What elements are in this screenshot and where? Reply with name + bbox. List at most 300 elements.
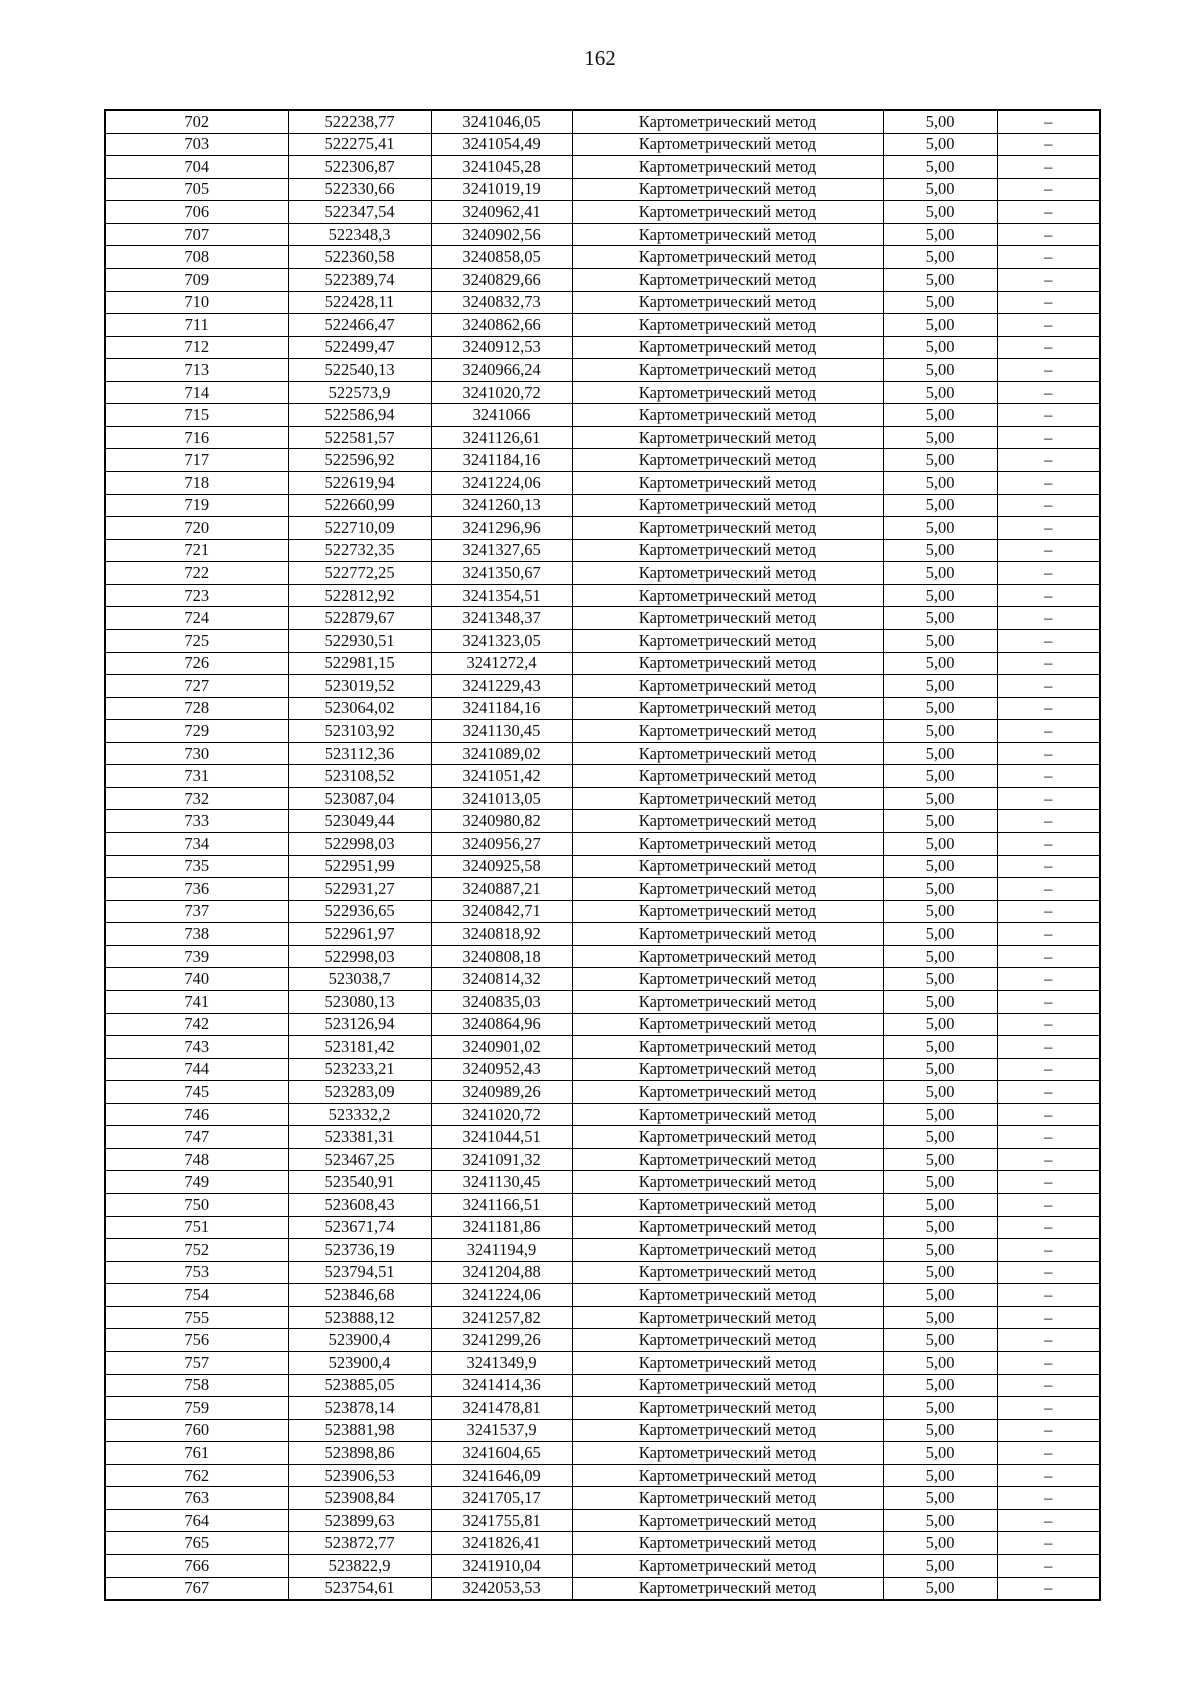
y-coordinate-cell: 3241224,06: [431, 472, 572, 495]
point-number-cell: 748: [105, 1148, 288, 1171]
table-row: [105, 201, 1100, 224]
x-coordinate-cell: 522238,77: [288, 110, 431, 133]
accuracy-cell: 5,00: [883, 1442, 997, 1465]
x-coordinate-cell: 522360,58: [288, 246, 431, 269]
method-cell: Картометрический метод: [572, 1261, 883, 1284]
accuracy-cell: 5,00: [883, 1284, 997, 1307]
table-row: [105, 1397, 1100, 1420]
accuracy-cell: 5,00: [883, 1126, 997, 1149]
method-cell: Картометрический метод: [572, 1487, 883, 1510]
point-number-cell: 725: [105, 629, 288, 652]
x-coordinate-cell: 523794,51: [288, 1261, 431, 1284]
table-row: [105, 110, 1100, 133]
method-cell: Картометрический метод: [572, 314, 883, 337]
y-coordinate-cell: 3241130,45: [431, 1171, 572, 1194]
x-coordinate-cell: 522275,41: [288, 133, 431, 156]
description-cell: –: [997, 607, 1100, 630]
x-coordinate-cell: 523332,2: [288, 1103, 431, 1126]
method-cell: Картометрический метод: [572, 765, 883, 788]
x-coordinate-cell: 522330,66: [288, 178, 431, 201]
y-coordinate-cell: 3241299,26: [431, 1329, 572, 1352]
method-cell: Картометрический метод: [572, 878, 883, 901]
y-coordinate-cell: 3240962,41: [431, 201, 572, 224]
table-row: [105, 1306, 1100, 1329]
accuracy-cell: 5,00: [883, 359, 997, 382]
point-number-cell: 746: [105, 1103, 288, 1126]
x-coordinate-cell: 523898,86: [288, 1442, 431, 1465]
method-cell: Картометрический метод: [572, 990, 883, 1013]
table-row: [105, 810, 1100, 833]
coordinates-table: [104, 109, 1101, 1601]
y-coordinate-cell: 3241826,41: [431, 1532, 572, 1555]
method-cell: Картометрический метод: [572, 1216, 883, 1239]
description-cell: –: [997, 900, 1100, 923]
y-coordinate-cell: 3241537,9: [431, 1419, 572, 1442]
accuracy-cell: 5,00: [883, 923, 997, 946]
description-cell: –: [997, 494, 1100, 517]
description-cell: –: [997, 449, 1100, 472]
method-cell: Картометрический метод: [572, 1306, 883, 1329]
y-coordinate-cell: 3241044,51: [431, 1126, 572, 1149]
description-cell: –: [997, 742, 1100, 765]
point-number-cell: 761: [105, 1442, 288, 1465]
point-number-cell: 760: [105, 1419, 288, 1442]
accuracy-cell: 5,00: [883, 449, 997, 472]
point-number-cell: 737: [105, 900, 288, 923]
point-number-cell: 726: [105, 652, 288, 675]
method-cell: Картометрический метод: [572, 336, 883, 359]
table-row: [105, 584, 1100, 607]
x-coordinate-cell: 522348,3: [288, 223, 431, 246]
accuracy-cell: 5,00: [883, 1351, 997, 1374]
y-coordinate-cell: 3240966,24: [431, 359, 572, 382]
y-coordinate-cell: 3241194,9: [431, 1239, 572, 1262]
method-cell: Картометрический метод: [572, 156, 883, 179]
table-row: [105, 1555, 1100, 1578]
description-cell: –: [997, 1351, 1100, 1374]
table-row: [105, 900, 1100, 923]
x-coordinate-cell: 523080,13: [288, 990, 431, 1013]
accuracy-cell: 5,00: [883, 968, 997, 991]
point-number-cell: 762: [105, 1464, 288, 1487]
x-coordinate-cell: 523038,7: [288, 968, 431, 991]
description-cell: –: [997, 720, 1100, 743]
y-coordinate-cell: 3241181,86: [431, 1216, 572, 1239]
description-cell: –: [997, 426, 1100, 449]
y-coordinate-cell: 3241019,19: [431, 178, 572, 201]
table-row: [105, 1126, 1100, 1149]
description-cell: –: [997, 652, 1100, 675]
x-coordinate-cell: 523671,74: [288, 1216, 431, 1239]
y-coordinate-cell: 3241091,32: [431, 1148, 572, 1171]
point-number-cell: 765: [105, 1532, 288, 1555]
accuracy-cell: 5,00: [883, 584, 997, 607]
method-cell: Картометрический метод: [572, 1036, 883, 1059]
y-coordinate-cell: 3240814,32: [431, 968, 572, 991]
y-coordinate-cell: 3241184,16: [431, 697, 572, 720]
y-coordinate-cell: 3241224,06: [431, 1284, 572, 1307]
y-coordinate-cell: 3241260,13: [431, 494, 572, 517]
description-cell: –: [997, 223, 1100, 246]
y-coordinate-cell: 3240887,21: [431, 878, 572, 901]
method-cell: Картометрический метод: [572, 742, 883, 765]
table-body: [105, 110, 1100, 1600]
description-cell: –: [997, 1577, 1100, 1600]
accuracy-cell: 5,00: [883, 765, 997, 788]
y-coordinate-cell: 3240901,02: [431, 1036, 572, 1059]
method-cell: Картометрический метод: [572, 133, 883, 156]
point-number-cell: 729: [105, 720, 288, 743]
x-coordinate-cell: 522389,74: [288, 268, 431, 291]
point-number-cell: 710: [105, 291, 288, 314]
y-coordinate-cell: 3240829,66: [431, 268, 572, 291]
method-cell: Картометрический метод: [572, 562, 883, 585]
point-number-cell: 742: [105, 1013, 288, 1036]
method-cell: Картометрический метод: [572, 246, 883, 269]
table-row: [105, 1532, 1100, 1555]
x-coordinate-cell: 523126,94: [288, 1013, 431, 1036]
method-cell: Картометрический метод: [572, 1239, 883, 1262]
table-row: [105, 517, 1100, 540]
description-cell: –: [997, 1419, 1100, 1442]
y-coordinate-cell: 3241046,05: [431, 110, 572, 133]
point-number-cell: 752: [105, 1239, 288, 1262]
accuracy-cell: 5,00: [883, 1555, 997, 1578]
y-coordinate-cell: 3241478,81: [431, 1397, 572, 1420]
x-coordinate-cell: 523736,19: [288, 1239, 431, 1262]
description-cell: –: [997, 178, 1100, 201]
table-row: [105, 133, 1100, 156]
y-coordinate-cell: 3240980,82: [431, 810, 572, 833]
method-cell: Картометрический метод: [572, 697, 883, 720]
table-row: [105, 359, 1100, 382]
description-cell: –: [997, 1509, 1100, 1532]
x-coordinate-cell: 522596,92: [288, 449, 431, 472]
method-cell: Картометрический метод: [572, 810, 883, 833]
table-row: [105, 1487, 1100, 1510]
point-number-cell: 767: [105, 1577, 288, 1600]
y-coordinate-cell: 3241257,82: [431, 1306, 572, 1329]
method-cell: Картометрический метод: [572, 1058, 883, 1081]
table-row: [105, 1194, 1100, 1217]
accuracy-cell: 5,00: [883, 336, 997, 359]
table-row: [105, 697, 1100, 720]
accuracy-cell: 5,00: [883, 562, 997, 585]
x-coordinate-cell: 523064,02: [288, 697, 431, 720]
description-cell: –: [997, 359, 1100, 382]
description-cell: –: [997, 381, 1100, 404]
accuracy-cell: 5,00: [883, 1058, 997, 1081]
description-cell: –: [997, 1216, 1100, 1239]
method-cell: Картометрический метод: [572, 426, 883, 449]
y-coordinate-cell: 3241204,88: [431, 1261, 572, 1284]
accuracy-cell: 5,00: [883, 110, 997, 133]
table-row: [105, 1464, 1100, 1487]
accuracy-cell: 5,00: [883, 178, 997, 201]
table-row: [105, 720, 1100, 743]
method-cell: Картометрический метод: [572, 1464, 883, 1487]
accuracy-cell: 5,00: [883, 1148, 997, 1171]
y-coordinate-cell: 3241229,43: [431, 675, 572, 698]
description-cell: –: [997, 787, 1100, 810]
point-number-cell: 714: [105, 381, 288, 404]
point-number-cell: 747: [105, 1126, 288, 1149]
description-cell: –: [997, 1261, 1100, 1284]
description-cell: –: [997, 1374, 1100, 1397]
y-coordinate-cell: 3240952,43: [431, 1058, 572, 1081]
method-cell: Картометрический метод: [572, 291, 883, 314]
description-cell: –: [997, 584, 1100, 607]
method-cell: Картометрический метод: [572, 359, 883, 382]
description-cell: –: [997, 156, 1100, 179]
description-cell: –: [997, 810, 1100, 833]
y-coordinate-cell: 3241755,81: [431, 1509, 572, 1532]
description-cell: –: [997, 517, 1100, 540]
method-cell: Картометрический метод: [572, 1103, 883, 1126]
accuracy-cell: 5,00: [883, 291, 997, 314]
accuracy-cell: 5,00: [883, 201, 997, 224]
method-cell: Картометрический метод: [572, 1284, 883, 1307]
y-coordinate-cell: 3241272,4: [431, 652, 572, 675]
accuracy-cell: 5,00: [883, 1194, 997, 1217]
y-coordinate-cell: 3241130,45: [431, 720, 572, 743]
x-coordinate-cell: 522951,99: [288, 855, 431, 878]
table-row: [105, 1351, 1100, 1374]
table-row: [105, 1261, 1100, 1284]
point-number-cell: 753: [105, 1261, 288, 1284]
page-number: 162: [584, 46, 616, 70]
x-coordinate-cell: 522540,13: [288, 359, 431, 382]
y-coordinate-cell: 3241327,65: [431, 539, 572, 562]
accuracy-cell: 5,00: [883, 1171, 997, 1194]
method-cell: Картометрический метод: [572, 1194, 883, 1217]
method-cell: Картометрический метод: [572, 494, 883, 517]
table-row: [105, 178, 1100, 201]
table-row: [105, 990, 1100, 1013]
x-coordinate-cell: 522573,9: [288, 381, 431, 404]
method-cell: Картометрический метод: [572, 1374, 883, 1397]
accuracy-cell: 5,00: [883, 878, 997, 901]
accuracy-cell: 5,00: [883, 156, 997, 179]
method-cell: Картометрический метод: [572, 517, 883, 540]
description-cell: –: [997, 1397, 1100, 1420]
table-row: [105, 223, 1100, 246]
y-coordinate-cell: 3241910,04: [431, 1555, 572, 1578]
point-number-cell: 733: [105, 810, 288, 833]
x-coordinate-cell: 523019,52: [288, 675, 431, 698]
x-coordinate-cell: 522931,27: [288, 878, 431, 901]
method-cell: Картометрический метод: [572, 1577, 883, 1600]
method-cell: Картометрический метод: [572, 539, 883, 562]
description-cell: –: [997, 1306, 1100, 1329]
point-number-cell: 731: [105, 765, 288, 788]
method-cell: Картометрический метод: [572, 1013, 883, 1036]
y-coordinate-cell: 3240862,66: [431, 314, 572, 337]
table-row: [105, 629, 1100, 652]
method-cell: Картометрический метод: [572, 1509, 883, 1532]
x-coordinate-cell: 523822,9: [288, 1555, 431, 1578]
y-coordinate-cell: 3240902,56: [431, 223, 572, 246]
description-cell: –: [997, 833, 1100, 856]
x-coordinate-cell: 523881,98: [288, 1419, 431, 1442]
x-coordinate-cell: 522879,67: [288, 607, 431, 630]
x-coordinate-cell: 523467,25: [288, 1148, 431, 1171]
accuracy-cell: 5,00: [883, 1397, 997, 1420]
y-coordinate-cell: 3240912,53: [431, 336, 572, 359]
table-row: [105, 1148, 1100, 1171]
accuracy-cell: 5,00: [883, 1532, 997, 1555]
x-coordinate-cell: 522998,03: [288, 833, 431, 856]
point-number-cell: 716: [105, 426, 288, 449]
accuracy-cell: 5,00: [883, 472, 997, 495]
x-coordinate-cell: 523112,36: [288, 742, 431, 765]
description-cell: –: [997, 314, 1100, 337]
point-number-cell: 707: [105, 223, 288, 246]
method-cell: Картометрический метод: [572, 1397, 883, 1420]
point-number-cell: 709: [105, 268, 288, 291]
accuracy-cell: 5,00: [883, 900, 997, 923]
method-cell: Картометрический метод: [572, 1329, 883, 1352]
table-row: [105, 1081, 1100, 1104]
y-coordinate-cell: 3240925,58: [431, 855, 572, 878]
x-coordinate-cell: 523846,68: [288, 1284, 431, 1307]
table-row: [105, 268, 1100, 291]
y-coordinate-cell: 3241646,09: [431, 1464, 572, 1487]
y-coordinate-cell: 3240842,71: [431, 900, 572, 923]
description-cell: –: [997, 268, 1100, 291]
point-number-cell: 749: [105, 1171, 288, 1194]
y-coordinate-cell: 3241349,9: [431, 1351, 572, 1374]
point-number-cell: 717: [105, 449, 288, 472]
description-cell: –: [997, 855, 1100, 878]
x-coordinate-cell: 523608,43: [288, 1194, 431, 1217]
description-cell: –: [997, 133, 1100, 156]
table-row: [105, 878, 1100, 901]
accuracy-cell: 5,00: [883, 720, 997, 743]
accuracy-cell: 5,00: [883, 404, 997, 427]
table-row: [105, 449, 1100, 472]
description-cell: –: [997, 968, 1100, 991]
point-number-cell: 720: [105, 517, 288, 540]
description-cell: –: [997, 923, 1100, 946]
x-coordinate-cell: 523899,63: [288, 1509, 431, 1532]
accuracy-cell: 5,00: [883, 652, 997, 675]
description-cell: –: [997, 201, 1100, 224]
x-coordinate-cell: 523381,31: [288, 1126, 431, 1149]
table-row: [105, 1577, 1100, 1600]
description-cell: –: [997, 1194, 1100, 1217]
y-coordinate-cell: 3241020,72: [431, 1103, 572, 1126]
table-row: [105, 472, 1100, 495]
x-coordinate-cell: 522428,11: [288, 291, 431, 314]
description-cell: –: [997, 1555, 1100, 1578]
x-coordinate-cell: 522660,99: [288, 494, 431, 517]
method-cell: Картометрический метод: [572, 720, 883, 743]
point-number-cell: 743: [105, 1036, 288, 1059]
accuracy-cell: 5,00: [883, 246, 997, 269]
accuracy-cell: 5,00: [883, 1103, 997, 1126]
y-coordinate-cell: 3241348,37: [431, 607, 572, 630]
point-number-cell: 705: [105, 178, 288, 201]
method-cell: Картометрический метод: [572, 1442, 883, 1465]
y-coordinate-cell: 3241604,65: [431, 1442, 572, 1465]
description-cell: –: [997, 1081, 1100, 1104]
method-cell: Картометрический метод: [572, 787, 883, 810]
point-number-cell: 703: [105, 133, 288, 156]
x-coordinate-cell: 523754,61: [288, 1577, 431, 1600]
description-cell: –: [997, 1058, 1100, 1081]
description-cell: –: [997, 697, 1100, 720]
accuracy-cell: 5,00: [883, 833, 997, 856]
accuracy-cell: 5,00: [883, 1577, 997, 1600]
description-cell: –: [997, 1239, 1100, 1262]
accuracy-cell: 5,00: [883, 1013, 997, 1036]
x-coordinate-cell: 523181,42: [288, 1036, 431, 1059]
description-cell: –: [997, 1487, 1100, 1510]
description-cell: –: [997, 945, 1100, 968]
description-cell: –: [997, 765, 1100, 788]
method-cell: Картометрический метод: [572, 1081, 883, 1104]
point-number-cell: 755: [105, 1306, 288, 1329]
accuracy-cell: 5,00: [883, 629, 997, 652]
table-row: [105, 742, 1100, 765]
point-number-cell: 750: [105, 1194, 288, 1217]
method-cell: Картометрический метод: [572, 1171, 883, 1194]
accuracy-cell: 5,00: [883, 990, 997, 1013]
accuracy-cell: 5,00: [883, 855, 997, 878]
point-number-cell: 754: [105, 1284, 288, 1307]
accuracy-cell: 5,00: [883, 1216, 997, 1239]
y-coordinate-cell: 3241020,72: [431, 381, 572, 404]
accuracy-cell: 5,00: [883, 1509, 997, 1532]
accuracy-cell: 5,00: [883, 1464, 997, 1487]
accuracy-cell: 5,00: [883, 1081, 997, 1104]
x-coordinate-cell: 523540,91: [288, 1171, 431, 1194]
accuracy-cell: 5,00: [883, 945, 997, 968]
y-coordinate-cell: 3241089,02: [431, 742, 572, 765]
table-row: [105, 1239, 1100, 1262]
point-number-cell: 715: [105, 404, 288, 427]
table-row: [105, 381, 1100, 404]
x-coordinate-cell: 523878,14: [288, 1397, 431, 1420]
method-cell: Картометрический метод: [572, 607, 883, 630]
x-coordinate-cell: 522306,87: [288, 156, 431, 179]
y-coordinate-cell: 3241414,36: [431, 1374, 572, 1397]
y-coordinate-cell: 3241350,67: [431, 562, 572, 585]
y-coordinate-cell: 3240858,05: [431, 246, 572, 269]
y-coordinate-cell: 3241354,51: [431, 584, 572, 607]
x-coordinate-cell: 522772,25: [288, 562, 431, 585]
y-coordinate-cell: 3241066: [431, 404, 572, 427]
y-coordinate-cell: 3240808,18: [431, 945, 572, 968]
description-cell: –: [997, 1036, 1100, 1059]
x-coordinate-cell: 522961,97: [288, 923, 431, 946]
point-number-cell: 702: [105, 110, 288, 133]
x-coordinate-cell: 523283,09: [288, 1081, 431, 1104]
table-row: [105, 833, 1100, 856]
x-coordinate-cell: 523233,21: [288, 1058, 431, 1081]
point-number-cell: 745: [105, 1081, 288, 1104]
y-coordinate-cell: 3241054,49: [431, 133, 572, 156]
accuracy-cell: 5,00: [883, 607, 997, 630]
point-number-cell: 738: [105, 923, 288, 946]
description-cell: –: [997, 1442, 1100, 1465]
y-coordinate-cell: 3241166,51: [431, 1194, 572, 1217]
accuracy-cell: 5,00: [883, 1036, 997, 1059]
x-coordinate-cell: 522812,92: [288, 584, 431, 607]
point-number-cell: 727: [105, 675, 288, 698]
description-cell: –: [997, 1284, 1100, 1307]
